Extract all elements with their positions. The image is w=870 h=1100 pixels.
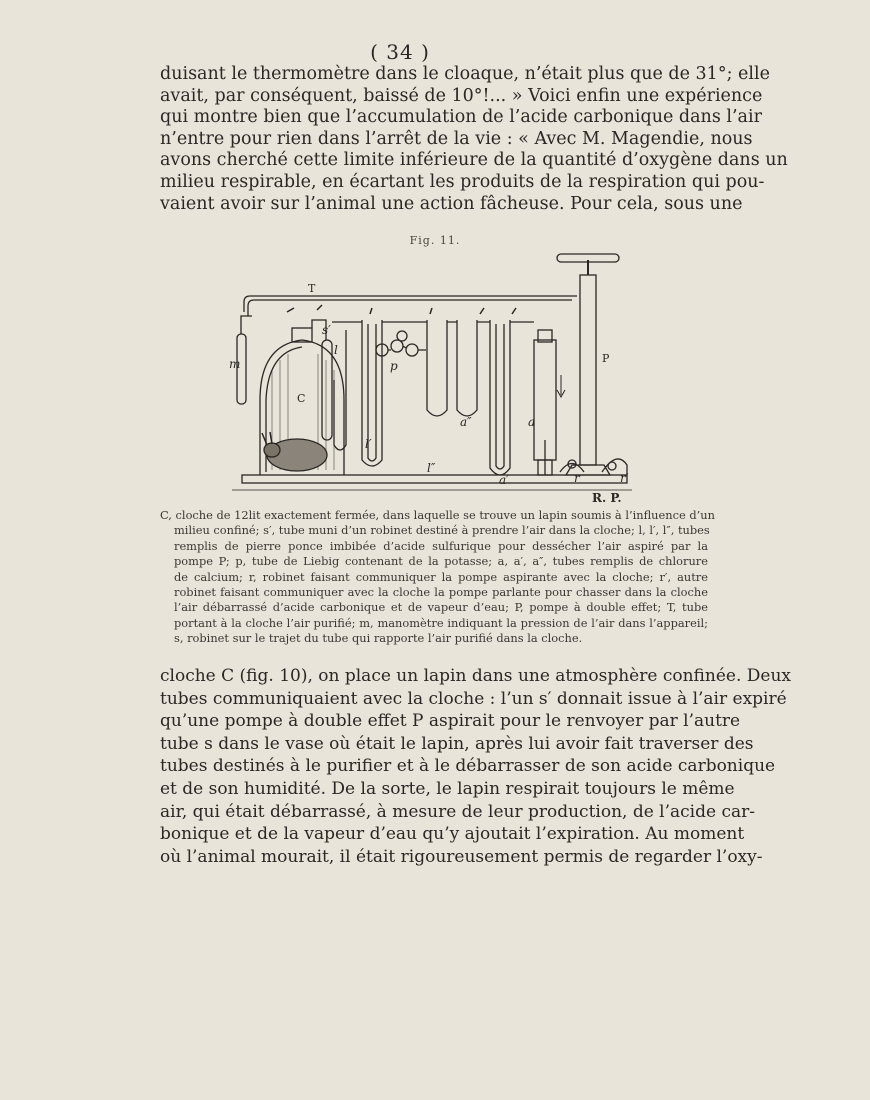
label-r-prime: r′ <box>620 471 629 485</box>
text-line: et de son humidité. De la sorte, le lapin respirait toujours le même <box>160 778 735 799</box>
text-line: avons cherché cette limite inférieure de la quantité d’oxygène dans un <box>160 150 788 171</box>
base-board <box>242 475 627 483</box>
pump-P <box>580 275 596 465</box>
text-line: milieu respirable, en écartant les produits de la respiration qui pou- <box>160 171 765 192</box>
label-l-prime: l′ <box>365 437 372 451</box>
label-a-prime: a′ <box>499 473 509 487</box>
label-s-prime: s′ <box>322 323 331 337</box>
apparatus-engraving <box>222 250 642 505</box>
tube-T <box>244 296 577 312</box>
text-line: tubes destinés à le purifier et à le débarrasser de son acide carbonique <box>160 756 776 777</box>
text-line: avait, par conséquent, baissé de 10°!... » Voici enfin une expérience <box>160 85 763 106</box>
tube-a-prime <box>490 320 510 475</box>
caption-line: C, cloche de 12lit exactement fermée, dans laquelle se trouve un lapin soumis à l’influence d’un <box>160 508 715 522</box>
text-line: n’entre pour rien dans l’arrêt de la vie : « Avec M. Magendie, nous <box>160 128 753 149</box>
tube-l-prime <box>322 340 332 440</box>
caption-line: remplis de pierre ponce imbibée d’acide sulfurique pour dessécher l’air aspiré par la <box>174 538 708 553</box>
text-line: qui montre bien que l’accumulation de l’acide carbonique dans l’air <box>160 107 762 128</box>
caption-line: s, robinet sur le trajet du tube qui rapporte l’air purifié dans la cloche. <box>174 631 583 646</box>
text-line: bonique et de la vapeur d’eau qu’y ajoutait l’expiration. Au moment <box>160 824 745 845</box>
text-line: cloche C (fig. 10), on place un lapin dans une atmosphère confinée. Deux <box>160 666 791 686</box>
text-line: duisant le thermomètre dans le cloaque, n’était plus que de 31°; elle <box>160 64 770 84</box>
bottom-paragraph <box>160 665 791 868</box>
label-T: T <box>308 282 316 295</box>
caption-line: portant à la cloche l’air purifié; m, manomètre indiquant la pression de l’air dans l’appareil; <box>174 615 708 630</box>
label-l-double: l″ <box>427 461 436 475</box>
caption-line: de calcium; r, robinet faisant communiquer la pompe aspirante avec la cloche; r′, autre <box>174 569 708 584</box>
figure-caption <box>160 508 715 647</box>
caption-line: l’air débarrassé d’acide carbonique et de vapeur d’eau; P, pompe à double effet; T, tube <box>174 600 708 615</box>
label-P: P <box>602 352 610 365</box>
text-line: air, qui était débarrassé, à mesure de leur production, de l’acide car- <box>160 801 755 822</box>
label-p: p <box>390 359 398 373</box>
label-a: a <box>528 415 536 429</box>
tube-a-double <box>427 320 477 416</box>
label-r: r <box>574 471 580 485</box>
caption-line: robinet faisant communiquer avec la cloche la pompe parlante pour chasser dans la cloche <box>174 585 708 600</box>
caption-line: milieu confiné; s′, tube muni d’un robinet destiné à prendre l’air dans la cloche; l, l′, l″, tubes <box>174 523 710 538</box>
caption-line: pompe P; p, tube de Liebig contenant de la potasse; a, a′, a″, tubes remplis de chlorure <box>174 554 708 569</box>
text-line: tube s dans le vase où était le lapin, après lui avoir fait traverser des <box>160 733 754 754</box>
label-a-double: a″ <box>460 415 472 429</box>
label-l: l <box>334 343 338 357</box>
figure-label: Fig. 11. <box>409 234 461 247</box>
label-m: m <box>229 357 241 371</box>
text-line: où l’animal mourait, il était rigoureusement permis de regarder l’oxy- <box>160 846 763 867</box>
engraver-signature: R. P. <box>592 491 622 505</box>
label-C: C <box>297 392 306 405</box>
text-line: vaient avoir sur l’animal une action fâcheuse. Pour cela, sous une <box>160 193 743 214</box>
text-line: qu’une pompe à double effet P aspirait pour le renvoyer par l’autre <box>160 711 741 732</box>
text-line: tubes communiquaient avec la cloche : l’un s′ donnait issue à l’air expiré <box>160 688 787 709</box>
top-paragraph <box>160 64 788 215</box>
page-number: ( 34 ) <box>370 40 430 64</box>
